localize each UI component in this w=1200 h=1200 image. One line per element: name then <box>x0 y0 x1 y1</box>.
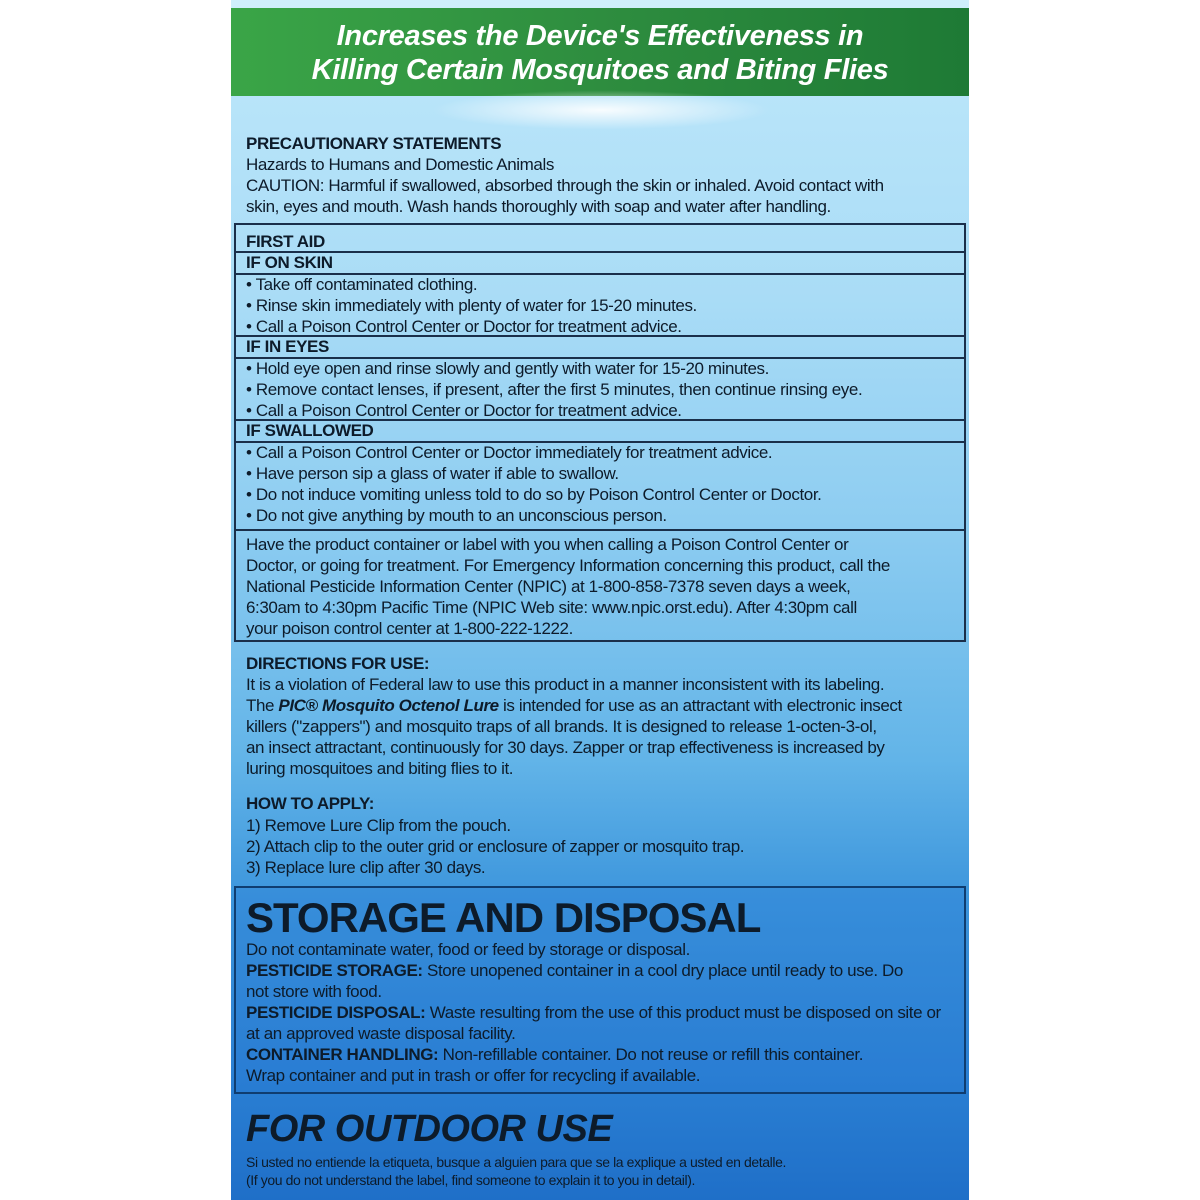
directions-line: killers ("zappers") and mosquito traps of all brands. It is designed to release 1-octen-3-ol, <box>246 717 877 736</box>
directions-line-product <box>246 695 902 716</box>
pesticide-disposal-label: PESTICIDE DISPOSAL: <box>246 1003 426 1022</box>
eyes-item: • Remove contact lenses, if present, after the first 5 minutes, then continue rinsing eye. <box>246 380 863 399</box>
caution-line-2: skin, eyes and mouth. Wash hands thoroughly with soap and water after handling. <box>246 197 831 216</box>
container-handling-label: CONTAINER HANDLING: <box>246 1045 439 1064</box>
pesticide-disposal-text: Waste resulting from the use of this product must be disposed on site or <box>425 1003 941 1022</box>
caution-line-1: CAUTION: Harmful if swallowed, absorbed through the skin or inhaled. Avoid contact with <box>246 176 884 195</box>
precautionary-heading: PRECAUTIONARY STATEMENTS <box>246 134 502 153</box>
storage-line: Wrap container and put in trash or offer for recycling if available. <box>246 1066 701 1085</box>
directions-heading: DIRECTIONS FOR USE: <box>246 654 430 673</box>
pesticide-storage-label: PESTICIDE STORAGE: <box>246 961 423 980</box>
product-name: PIC® Mosquito Octenol Lure <box>278 696 499 715</box>
product-label-panel <box>231 0 969 1200</box>
skin-item: • Take off contaminated clothing. <box>246 275 478 294</box>
banner-line-2: Killing Certain Mosquitoes and Biting Flies <box>311 54 889 86</box>
storage-line: not store with food. <box>246 982 382 1001</box>
swallowed-item: • Do not give anything by mouth to an unconscious person. <box>246 506 667 525</box>
banner-line-1: Increases the Device's Effectiveness in <box>336 20 864 52</box>
eyes-item: • Hold eye open and rinse slowly and gently with water for 15-20 minutes. <box>246 359 769 378</box>
directions-prefix: The <box>246 696 279 715</box>
directions-line: It is a violation of Federal law to use this product in a manner inconsistent with its labeling. <box>246 675 885 694</box>
divider <box>234 251 966 253</box>
storage-line: at an approved waste disposal facility. <box>246 1024 516 1043</box>
skin-item: • Rinse skin immediately with plenty of water for 15-20 minutes. <box>246 296 697 315</box>
english-notice: (If you do not understand the label, find someone to explain it to you in detail). <box>246 1172 695 1188</box>
first-aid-note-line: your poison control center at 1-800-222-1222. <box>246 619 573 638</box>
apply-step: 3) Replace lure clip after 30 days. <box>246 858 486 877</box>
hazards-subheading: Hazards to Humans and Domestic Animals <box>246 155 554 174</box>
first-aid-note-line: 6:30am to 4:30pm Pacific Time (NPIC Web site: www.npic.orst.edu). After 4:30pm call <box>246 598 857 617</box>
storage-line <box>246 960 903 981</box>
apply-step: 2) Attach clip to the outer grid or enclosure of zapper or mosquito trap. <box>246 837 745 856</box>
directions-suffix: is intended for use as an attractant with electronic insect <box>498 696 902 715</box>
swallowed-item: • Call a Poison Control Center or Doctor immediately for treatment advice. <box>246 443 773 462</box>
first-aid-note-line: Have the product container or label with you when calling a Poison Control Center or <box>246 535 849 554</box>
first-aid-note-line: Doctor, or going for treatment. For Emergency Information concerning this product, call the <box>246 556 890 575</box>
directions-line: an insect attractant, continuously for 30 days. Zapper or trap effectiveness is increased by <box>246 738 885 757</box>
swallowed-item: • Do not induce vomiting unless told to do so by Poison Control Center or Doctor. <box>246 485 822 504</box>
swallowed-item: • Have person sip a glass of water if able to swallow. <box>246 464 619 483</box>
container-handling-text: Non-refillable container. Do not reuse or refill this container. <box>438 1045 864 1064</box>
storage-line <box>246 1044 863 1065</box>
directions-line: luring mosquitoes and biting flies to it. <box>246 759 514 778</box>
storage-disposal-heading: STORAGE AND DISPOSAL <box>246 894 761 941</box>
eyes-item: • Call a Poison Control Center or Doctor for treatment advice. <box>246 401 682 420</box>
outdoor-use-heading: FOR OUTDOOR USE <box>246 1108 613 1150</box>
divider <box>234 529 966 531</box>
skin-item: • Call a Poison Control Center or Doctor for treatment advice. <box>246 317 682 336</box>
effectiveness-banner <box>231 8 969 96</box>
storage-line: Do not contaminate water, food or feed by storage or disposal. <box>246 940 690 959</box>
top-stripe <box>231 0 969 8</box>
if-swallowed-heading: IF SWALLOWED <box>246 421 374 440</box>
first-aid-heading: FIRST AID <box>246 232 325 251</box>
banner-swoosh <box>431 90 771 130</box>
spanish-notice: Si usted no entiende la etiqueta, busque a alguien para que se la explique a usted en detalle. <box>246 1154 786 1170</box>
apply-step: 1) Remove Lure Clip from the pouch. <box>246 816 511 835</box>
storage-line <box>246 1002 941 1023</box>
first-aid-note-line: National Pesticide Information Center (NPIC) at 1-800-858-7378 seven days a week, <box>246 577 851 596</box>
if-in-eyes-heading: IF IN EYES <box>246 337 329 356</box>
pesticide-storage-text: Store unopened container in a cool dry place until ready to use. Do <box>422 961 903 980</box>
if-on-skin-heading: IF ON SKIN <box>246 253 333 272</box>
how-to-apply-heading: HOW TO APPLY: <box>246 794 374 813</box>
